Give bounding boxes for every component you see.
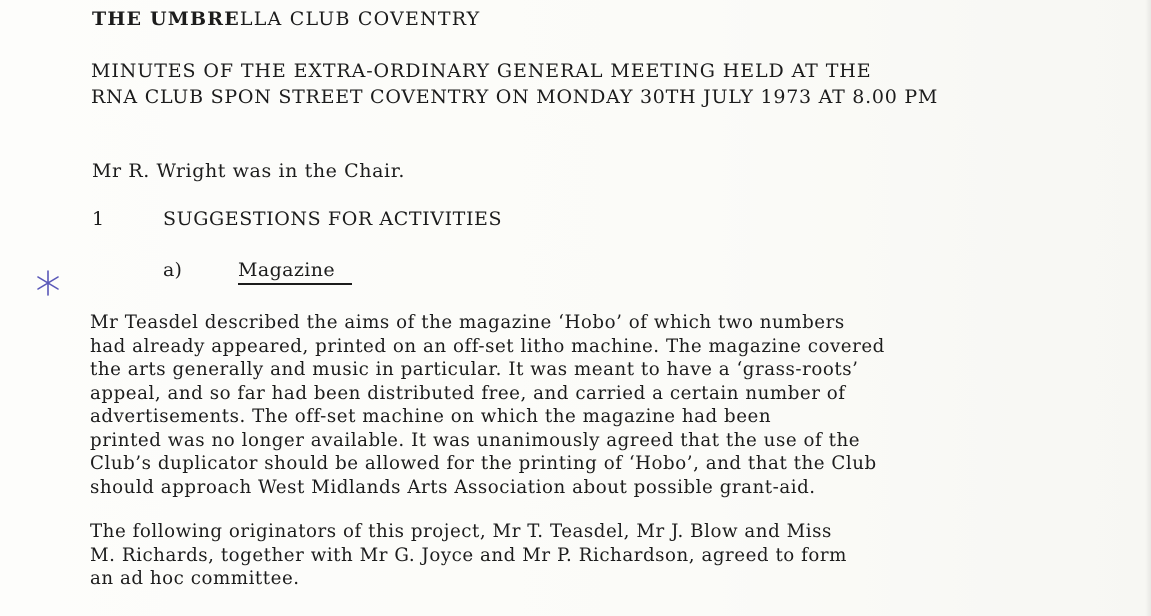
paragraph-committee	[90, 520, 847, 591]
paragraph-line: the arts generally and music in particular. It was meant to have a ‘grass-roots’	[90, 359, 859, 380]
paragraph-line: Mr Teasdel described the aims of the magazine ‘Hobo’ of which two numbers	[90, 312, 845, 333]
chair-statement: Mr R. Wright was in the Chair.	[92, 160, 405, 182]
paragraph-magazine	[90, 311, 885, 499]
page-edge-shadow	[1145, 0, 1151, 616]
club-title-rest: LLA CLUB COVENTRY	[239, 8, 481, 30]
item-title: SUGGESTIONS FOR ACTIVITIES	[163, 208, 503, 230]
subitem-letter: a)	[163, 259, 183, 281]
minutes-heading-line-1: MINUTES OF THE EXTRA-ORDINARY GENERAL MEETING HELD AT THE	[91, 60, 872, 82]
subitem-title-underline	[238, 283, 352, 285]
club-title	[92, 8, 480, 30]
handwritten-asterisk-icon	[33, 268, 63, 298]
paragraph-line: M. Richards, together with Mr G. Joyce and Mr P. Richardson, agreed to form	[90, 544, 847, 566]
paragraph-line: should approach West Midlands Arts Association about possible grant-aid.	[90, 476, 816, 498]
paragraph-line: advertisements. The off-set machine on which the magazine had been	[90, 406, 772, 427]
paragraph-line: printed was no longer available. It was unanimously agreed that the use of the	[90, 429, 861, 451]
paragraph-line: The following originators of this project, Mr T. Teasdel, Mr J. Blow and Miss	[90, 521, 832, 542]
paragraph-line: an ad hoc committee.	[90, 568, 300, 589]
paragraph-line: had already appeared, printed on an off-set litho machine. The magazine covered	[90, 335, 885, 357]
club-title-bold: THE UMBRE	[92, 8, 240, 30]
paragraph-line: Club’s duplicator should be allowed for the printing of ‘Hobo’, and that the Club	[90, 453, 877, 474]
minutes-heading-line-2: RNA CLUB SPON STREET COVENTRY ON MONDAY 30TH JULY 1973 AT 8.00 PM	[91, 86, 939, 108]
item-number: 1	[92, 208, 105, 230]
paragraph-line: appeal, and so far had been distributed free, and carried a certain number of	[90, 382, 846, 404]
subitem-title: Magazine	[238, 259, 336, 281]
